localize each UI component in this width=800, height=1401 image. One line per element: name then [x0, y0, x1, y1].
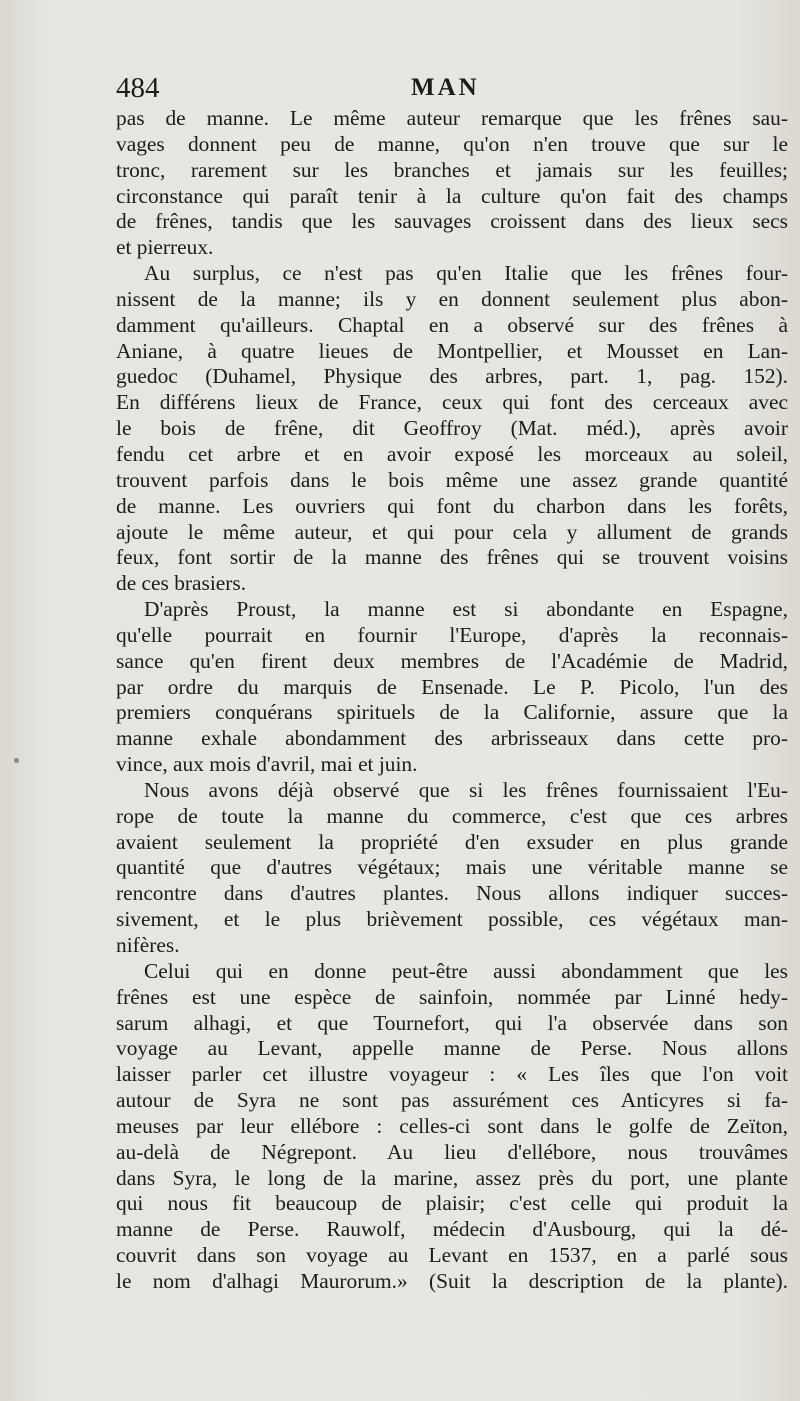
text-line: sance qu'en firent deux membres de l'Académie de Madrid, [116, 648, 788, 673]
text-line: autour de Syra ne sont pas assurément ces Anticyres si fa- [116, 1088, 788, 1113]
text-line: Nous avons déjà observé que si les frênes fournissaient l'Eu- [144, 777, 788, 802]
text-line: dans Syra, le long de la marine, assez près du port, une plante [116, 1165, 788, 1190]
text-line: trouvent parfois dans le bois même une assez grande quantité [116, 467, 788, 492]
text-line: rencontre dans d'autres plantes. Nous allons indiquer succes- [116, 881, 788, 906]
text-line: de manne. Les ouvriers qui font du charbon dans les forêts, [116, 493, 788, 518]
text-line: pas de manne. Le même auteur remarque que les frênes sau- [116, 106, 788, 130]
text-line: manne de Perse. Rauwolf, médecin d'Ausbourg, qui la dé- [116, 1217, 788, 1242]
text-line: premiers conquérans spirituels de la Californie, assure que la [116, 700, 788, 725]
paragraph-2 [116, 261, 788, 597]
paragraph-3 [116, 597, 788, 778]
text-line: tronc, rarement sur les branches et jamais sur les feuilles; [116, 157, 788, 182]
text-line: fendu cet arbre et en avoir exposé les morceaux au soleil, [116, 441, 788, 466]
paper-spot [14, 758, 19, 763]
text-line: frênes est une espèce de sainfoin, nommée par Linné hedy- [116, 984, 788, 1009]
text-line: vince, aux mois d'avril, mai et juin. [116, 752, 418, 777]
text-line: sivement, et le plus brièvement possible, ces végétaux man- [116, 907, 788, 932]
text-line: qu'elle pourrait en fournir l'Europe, d'après la reconnais- [116, 622, 788, 647]
body-text [116, 106, 788, 1295]
text-line: Celui qui en donne peut-être aussi abondamment que les [144, 958, 788, 983]
text-line: En différens lieux de France, ceux qui font des cerceaux avec [116, 390, 788, 415]
text-line: Aniane, à quatre lieues de Montpellier, et Mousset en Lan- [116, 338, 788, 363]
text-line: le nom d'alhagi Maurorum.» (Suit la description de la plante). [116, 1268, 788, 1293]
paragraph-1 [116, 106, 788, 261]
text-line: guedoc (Duhamel, Physique des arbres, part. 1, pag. 152). [116, 364, 788, 389]
paragraph-5 [116, 959, 788, 1295]
text-line: rope de toute la manne du commerce, c'est que ces arbres [116, 803, 788, 828]
text-line: par ordre du marquis de Ensenade. Le P. Picolo, l'un des [116, 674, 788, 699]
text-line: quantité que d'autres végétaux; mais une véritable manne se [116, 855, 788, 880]
text-line: manne exhale abondamment des arbrisseaux dans cette pro- [116, 726, 788, 751]
text-line: de frênes, tandis que les sauvages croissent dans des lieux secs [116, 209, 788, 234]
text-line: le bois de frêne, dit Geoffroy (Mat. méd.), après avoir [116, 416, 788, 441]
text-line: laisser parler cet illustre voyageur : « Les îles que l'on voit [116, 1062, 788, 1087]
text-line: au-delà de Négrepont. Au lieu d'ellébore, nous trouvâmes [116, 1139, 788, 1164]
text-line: vages donnent peu de manne, qu'on n'en trouve que sur le [116, 131, 788, 156]
text-line: sarum alhagi, et que Tournefort, qui l'a observée dans son [116, 1010, 788, 1035]
text-line: damment qu'ailleurs. Chaptal en a observé sur des frênes à [116, 312, 788, 337]
paragraph-4 [116, 778, 788, 959]
text-line: voyage au Levant, appelle manne de Perse. Nous allons [116, 1036, 788, 1061]
page-number: 484 [116, 72, 160, 104]
text-line: feux, font sortir de la manne des frênes qui se trouvent voisins [116, 545, 788, 570]
text-line: couvrit dans son voyage au Levant en 1537, en a parlé sous [116, 1243, 788, 1268]
text-line: de ces brasiers. [116, 571, 247, 596]
text-line: qui nous fit beaucoup de plaisir; c'est celle qui produit la [116, 1191, 788, 1216]
text-line: nissent de la manne; ils y en donnent seulement plus abon- [116, 286, 788, 311]
text-line: D'après Proust, la manne est si abondante en Espagne, [144, 597, 788, 622]
text-line: et pierreux. [116, 235, 214, 260]
running-head [116, 72, 788, 106]
text-line: nifères. [116, 933, 180, 957]
text-line: meuses par leur ellébore : celles-ci sont dans le golfe de Zeïton, [116, 1113, 788, 1138]
text-line: avaient seulement la propriété d'en exsuder en plus grande [116, 829, 788, 854]
running-head-word: MAN [411, 74, 480, 101]
text-line: Au surplus, ce n'est pas qu'en Italie que les frênes four- [144, 261, 788, 286]
text-line: ajoute le même auteur, et qui pour cela y allument de grands [116, 519, 788, 544]
text-line: circonstance qui paraît tenir à la culture qu'on fait des champs [116, 183, 788, 208]
